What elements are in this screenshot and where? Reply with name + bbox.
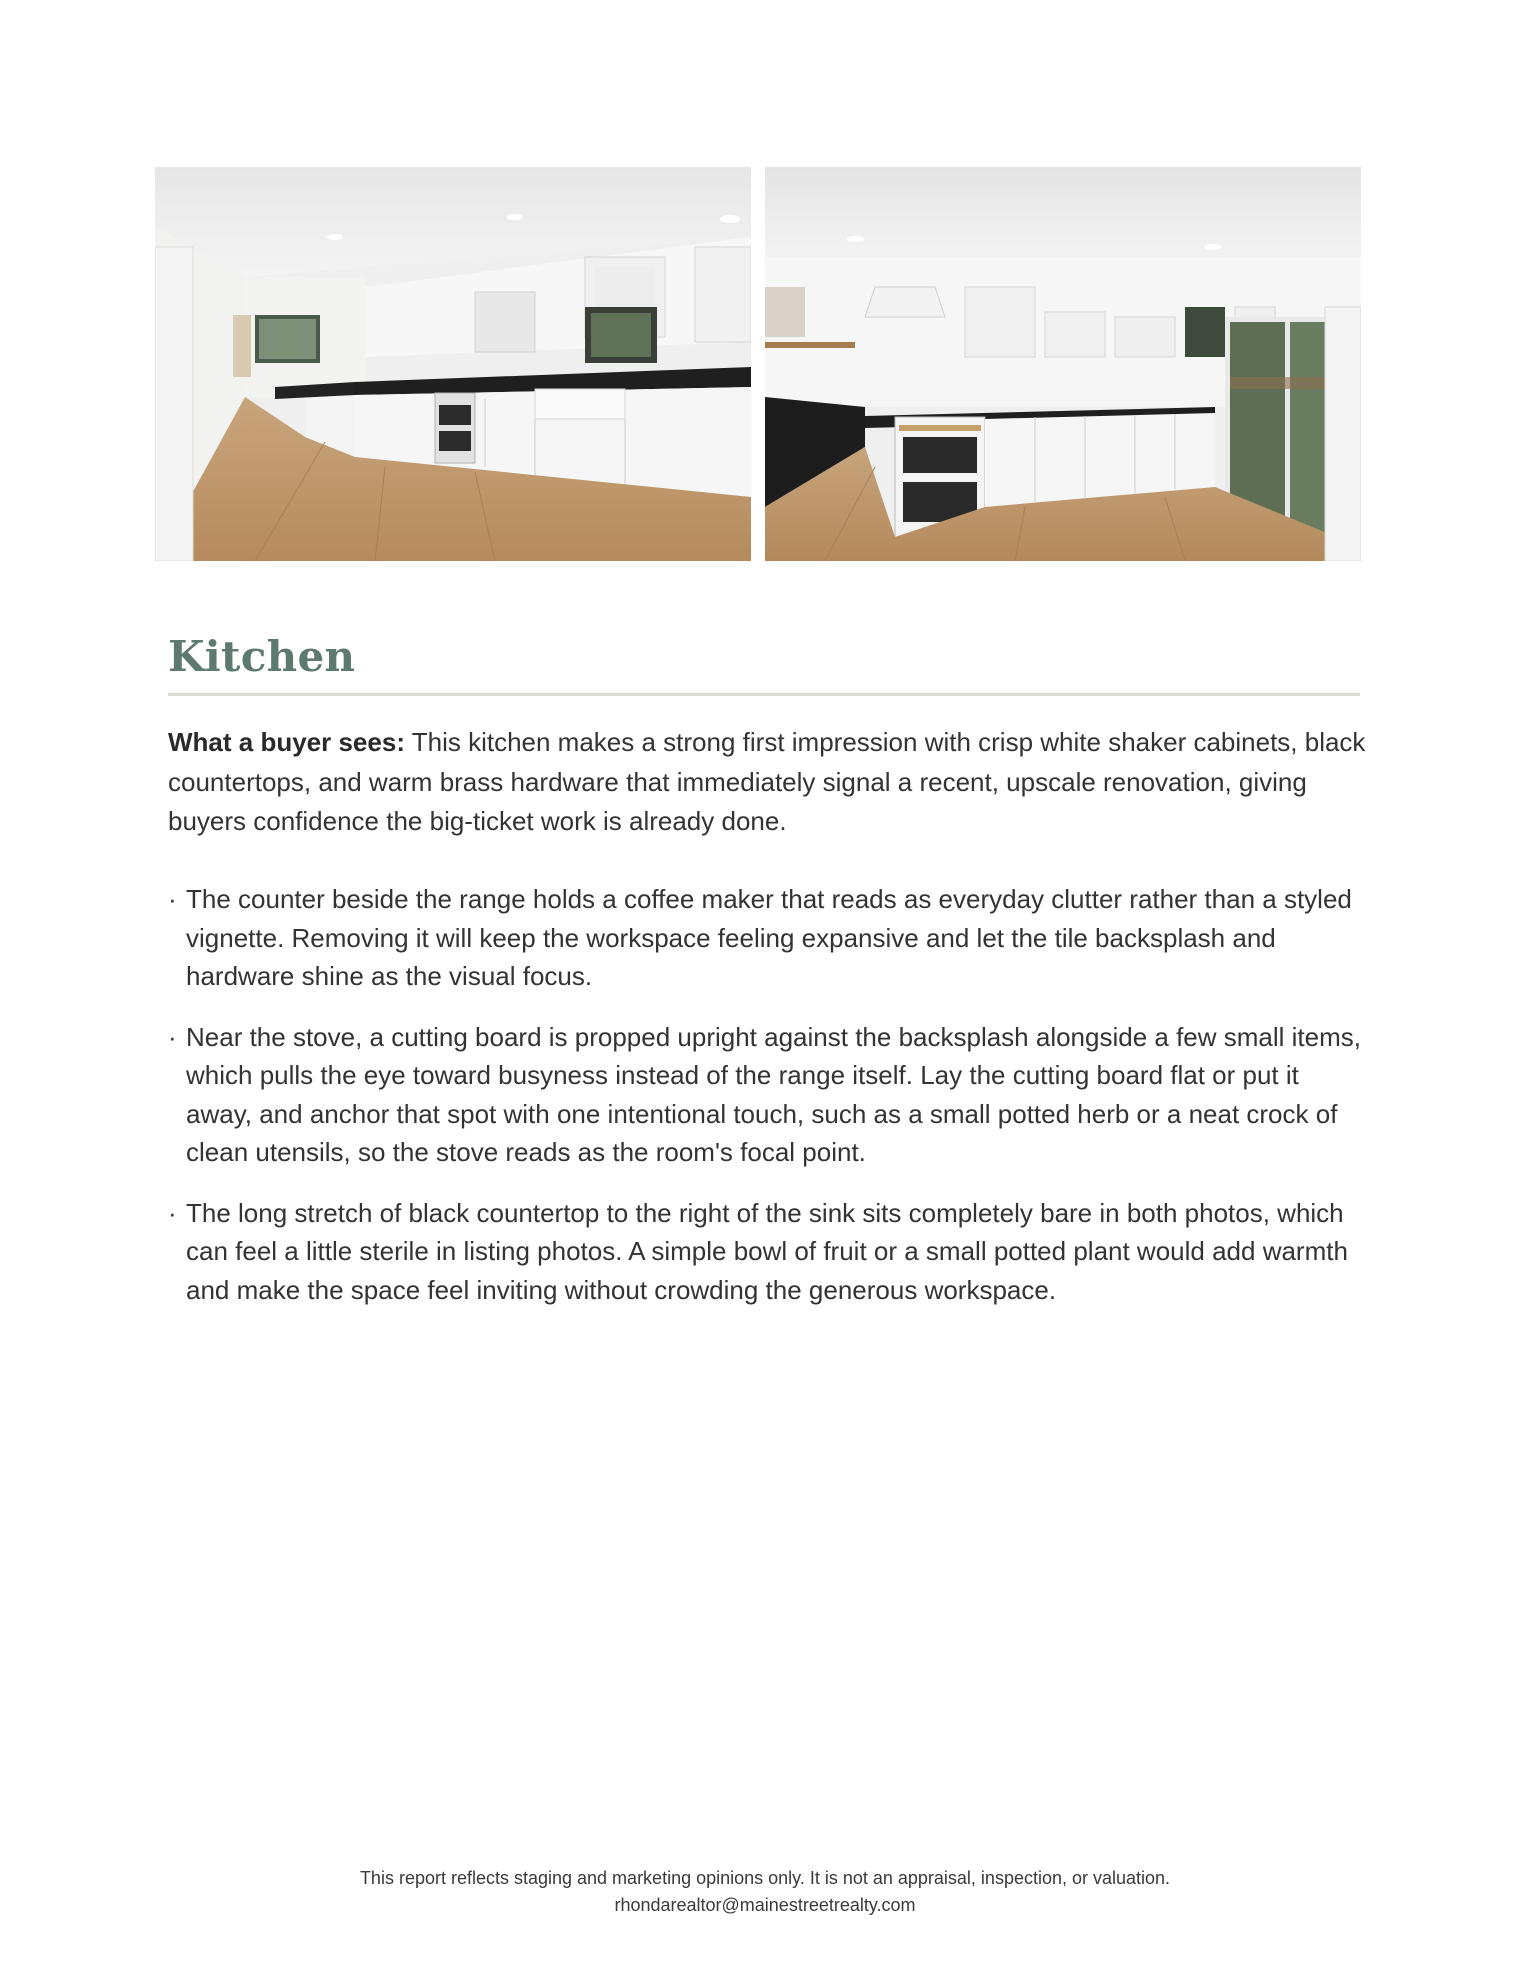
intro-lead: What a buyer sees:: [168, 727, 405, 757]
list-item-text: Near the stove, a cutting board is propped upright against the backsplash alongside a few small items, which pulls the eye toward busyness instead of the range itself. Lay the cutting board flat or put it away, and anchor that spot with one intentional touch, such as a small potted herb or a neat crock of clean utensils, so the stove reads as the room's focal point.: [186, 1021, 1362, 1167]
bullet-marker: ·: [168, 1197, 177, 1228]
footer-disclaimer: This report reflects staging and marketing opinions only. It is not an appraisal, inspection, or valuation.: [359, 1868, 1171, 1888]
bullet-marker: ·: [168, 1021, 177, 1052]
list-item-text: The counter beside the range holds a coffee maker that reads as everyday clutter rather than a styled vignette. Removing it will keep the workspace feeling expansive and let the tile backsplash and hardware shine as the visual focus.: [186, 884, 1352, 991]
footer-email: rhondarealtor@mainestreetrealty.com: [614, 1895, 916, 1915]
section-title: Kitchen: [168, 632, 356, 681]
title-divider: [168, 693, 1360, 696]
list-item: [168, 1194, 1368, 1310]
kitchen-photo-right: [765, 167, 1361, 561]
bullet-marker: ·: [168, 884, 177, 914]
recommendation-list: [168, 880, 1368, 1331]
kitchen-photo-left: [155, 167, 751, 561]
list-item: [168, 880, 1368, 996]
list-item: [168, 1018, 1368, 1172]
list-item-text: The long stretch of black countertop to the right of the sink sits completely bare in both photos, which can feel a little sterile in listing photos. A simple bowl of fruit or a small potted plant would add warmth and make the space feel inviting without crowding the generous workspace.: [186, 1197, 1348, 1305]
intro-paragraph: [168, 723, 1368, 842]
intro-text: This kitchen makes a strong first impression with crisp white shaker cabinets, black countertops, and warm brass hardware that immediately signal a recent, upscale renovation, giving buyers confidence the big-ticket work is already done.: [168, 727, 1366, 836]
